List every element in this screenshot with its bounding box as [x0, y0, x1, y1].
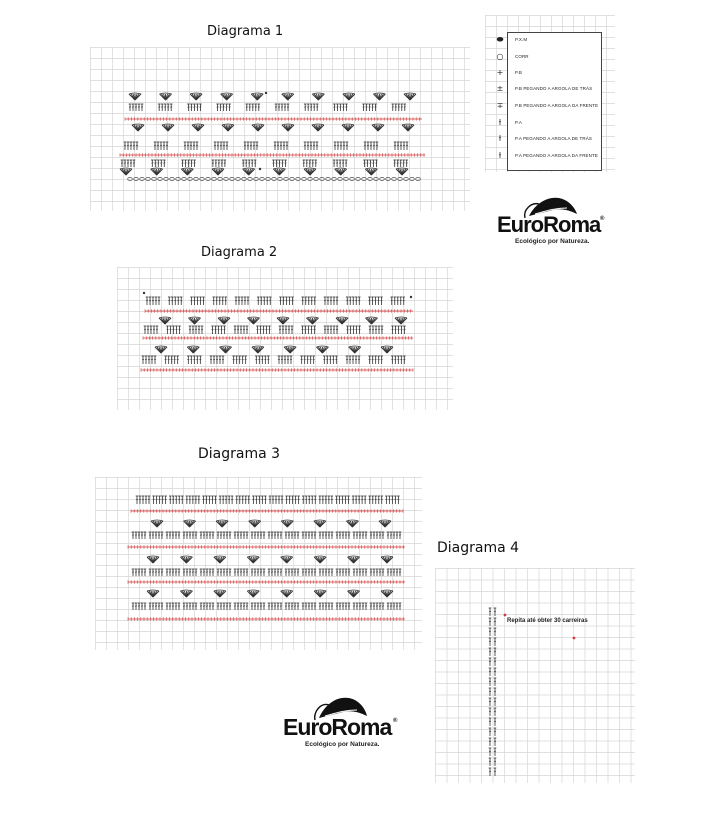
red-row	[125, 117, 422, 121]
legend-label: P.A	[515, 120, 522, 125]
registered-mark: ®	[393, 718, 398, 724]
shell-row	[159, 317, 407, 324]
stitch-column	[489, 608, 497, 776]
plus-icon: +	[496, 68, 504, 77]
legend-item	[485, 52, 615, 62]
brand-name: EuroRoma	[497, 212, 601, 237]
plus-back-loop-icon: ±	[496, 84, 504, 93]
red-row	[128, 580, 405, 584]
legend-label: P.A PEGANDO A ARGOLA DE TRÁS	[515, 136, 592, 141]
shell-row	[129, 93, 416, 100]
diagram-1-svg	[90, 47, 470, 211]
double-crochet-icon: ƚ	[498, 118, 502, 127]
stitch-row	[144, 326, 406, 334]
diagram-4-svg	[435, 568, 635, 783]
legend-item	[485, 151, 615, 161]
shell-row	[132, 124, 414, 131]
diagram-3-chart	[95, 477, 422, 650]
stitch-row	[132, 569, 402, 576]
stitch-row	[146, 297, 405, 305]
plus-front-loop-icon: ∓	[496, 101, 504, 110]
stitch-row	[142, 356, 406, 364]
shell-row	[147, 556, 393, 563]
grid-lines	[117, 267, 453, 410]
marker-dot	[259, 168, 261, 170]
red-row	[145, 309, 413, 313]
diagram-2-svg	[117, 267, 453, 410]
red-row	[131, 509, 403, 513]
legend-item	[485, 134, 615, 144]
brand-tagline: Ecológico por Natureza.	[305, 741, 380, 748]
marker-dot	[265, 92, 267, 94]
stitch-row	[132, 603, 402, 610]
legend-label: P.A PEGANDO A ARGOLA DA FRENTE	[515, 153, 598, 158]
double-crochet-back-loop-icon: ƚ	[498, 134, 502, 143]
stitch-legend	[485, 15, 615, 172]
legend-item	[485, 68, 615, 78]
legend-label: P.B PEGANDO A ARGOLA DA FRENTE	[515, 103, 599, 108]
start-marker	[504, 614, 507, 617]
stitch-row	[129, 104, 406, 111]
marker-dot	[410, 296, 412, 298]
legend-item	[485, 35, 615, 45]
euroroma-logo-bottom	[283, 690, 407, 752]
legend-item	[485, 101, 615, 111]
shell-row	[120, 168, 408, 175]
double-crochet-front-loop-icon: ƚ	[498, 151, 502, 160]
legend-item	[485, 84, 615, 94]
stitch-row	[121, 160, 408, 167]
end-marker	[573, 637, 576, 640]
grid-lines	[90, 47, 470, 211]
diagram-2-chart	[117, 267, 453, 410]
shell-row	[147, 590, 393, 597]
grid-lines	[435, 568, 635, 783]
filled-oval-icon: ⬬	[496, 35, 504, 44]
legend-label: P.B PEGANDO A ARGOLA DE TRÁS	[515, 86, 593, 91]
legend-label: CORR	[515, 54, 529, 59]
diagram-2-title: Diagrama 2	[201, 245, 278, 260]
diagram-3-title: Diagrama 3	[198, 446, 281, 462]
red-row	[120, 153, 425, 157]
diagram-4-chart	[435, 568, 635, 783]
open-oval-icon: ○	[496, 52, 504, 61]
shell-row	[155, 346, 393, 353]
legend-label: P.B	[515, 70, 522, 75]
shell-row	[151, 520, 391, 527]
stitch-row	[132, 532, 402, 539]
diagram-4-note: Repita até obter 30 carreiras	[507, 618, 588, 624]
red-row	[128, 545, 405, 549]
red-row	[141, 368, 413, 372]
brand-tagline: Ecológico por Natureza.	[515, 238, 590, 245]
legend-item	[485, 118, 615, 128]
brand-name: EuroRoma	[283, 714, 392, 740]
marker-dot	[143, 292, 145, 294]
euroroma-logo-top	[495, 190, 615, 250]
diagram-1-chart	[90, 47, 470, 211]
legend-label: P.X.M	[515, 37, 528, 42]
stitch-row	[136, 496, 400, 504]
registered-mark: ®	[600, 216, 605, 222]
diagram-1-title: Diagrama 1	[207, 24, 284, 39]
diagram-3-svg	[95, 477, 422, 650]
diagram-4-title: Diagrama 4	[437, 540, 520, 556]
